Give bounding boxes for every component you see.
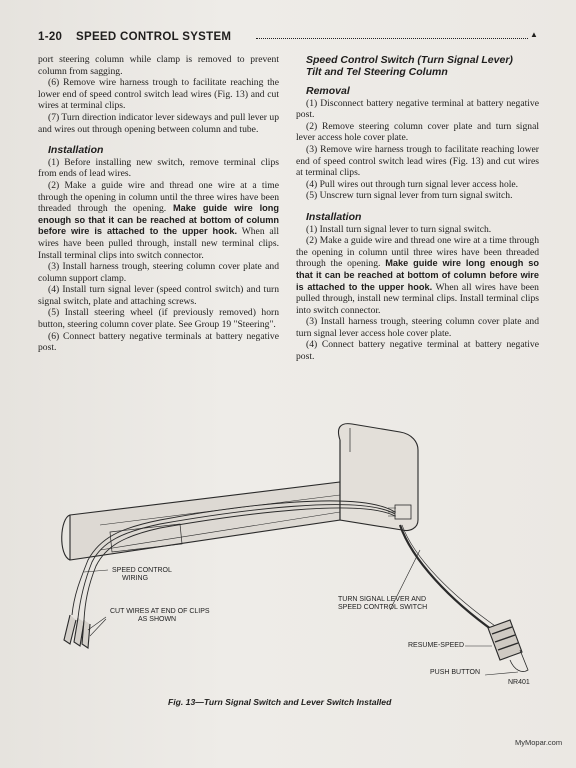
installation-heading: Installation: [48, 144, 104, 157]
paragraph: (4) Pull wires out through turn signal lever access hole.: [306, 178, 519, 190]
paragraph: (5) Unscrew turn signal lever from turn signal switch.: [306, 190, 513, 202]
page-number: 1-20: [38, 31, 63, 43]
paragraph: (6) Connect battery negative terminals at battery negative post.: [38, 330, 279, 354]
label-lever-switch: [338, 596, 427, 612]
turn-signal-lever: [400, 525, 495, 632]
figure-13: [40, 420, 550, 690]
paragraph: (1) Install turn signal lever to turn signal switch.: [306, 223, 492, 235]
paragraph: (2) Remove steering column cover plate and turn signal lever access hole cover plate.: [296, 120, 539, 144]
text-run: When all wires have been pulled through, install new terminal clips. Install terminal clips into switch connector.: [296, 281, 539, 316]
paragraph: (5) Install steering wheel (if previously removed) horn button, steering column cover plate. See Group 19 "Steering".: [38, 307, 279, 331]
paragraph: [296, 235, 539, 316]
column-head: [339, 424, 419, 531]
removal-heading: Removal: [306, 85, 350, 97]
paragraph: (4) Connect battery negative terminal at battery negative post.: [296, 339, 539, 363]
label-speed-control: [112, 567, 172, 583]
terminal-clip: [82, 620, 90, 648]
label-line: WIRING: [122, 575, 149, 582]
text-run: (2) Make a guide wire and thread one wire at a time through the opening in column until the three wires have been threaded through the opening.: [38, 179, 279, 215]
label-line: TURN SIGNAL LEVER AND: [338, 596, 427, 603]
paragraph: (6) Remove wire harness trough to facilitate reaching the lower end of speed control switch lead wires (Fig. 13) and cut wires at terminal clips.: [38, 77, 279, 112]
installation-heading: Installation: [306, 210, 362, 223]
figure-caption: Fig. 13—Turn Signal Switch and Lever Switch Installed: [168, 697, 392, 707]
section-title: SPEED CONTROL SYSTEM: [76, 31, 232, 43]
text-run: (2) Make a guide wire and thread one wire at a time through the opening in column until three wires have been threaded through the opening.: [296, 235, 539, 270]
label-line: CUT WIRES AT END OF CLIPS: [110, 608, 210, 615]
text-run: When all wires have been pulled through, install new terminal clips. Install terminal clips into switch connector.: [38, 226, 279, 261]
label-cut-wires: [110, 608, 210, 624]
page-header: [38, 30, 538, 46]
paragraph: (3) Remove wire harness trough to facilitate reaching lower end of speed control switch lead wires (Fig. 13) and cut wires at terminal clips.: [296, 143, 539, 179]
paragraph: (1) Disconnect battery negative terminal at battery negative post.: [296, 97, 539, 121]
label-push-button: PUSH BUTTON: [430, 669, 481, 676]
paragraph: port steering column while clamp is removed to prevent column from sagging.: [38, 54, 279, 77]
label-line: AS SHOWN: [138, 616, 177, 623]
watermark: MyMopar.com: [515, 738, 563, 747]
lever-knob: [488, 620, 522, 660]
paragraph: (7) Turn direction indicator lever sideways and pull lever up and wires out through opening between column and tube.: [38, 111, 279, 135]
bold-note: Make guide wire long enough so that it can be reached at bottom of column before wire is attached to the upper hook.: [38, 203, 280, 237]
figure-ref-code: NR401: [508, 679, 530, 686]
header-triangle-icon: ▲: [530, 30, 539, 39]
paragraph: (4) Install turn signal lever (speed control switch) and turn signal switch, plate and attaching screws.: [38, 284, 279, 307]
paragraph: (1) Before installing new switch, remove terminal clips from ends of lead wires.: [38, 156, 279, 180]
header-rule: [256, 38, 528, 39]
label-line: SPEED CONTROL: [112, 567, 172, 574]
steering-column-illustration: [40, 420, 550, 690]
paragraph: [38, 180, 279, 261]
right-column: [296, 54, 539, 363]
section-title-line-1: Speed Control Switch (Turn Signal Lever): [306, 54, 513, 66]
paragraph: (3) Install harness trough, steering column cover plate and column support clamp.: [38, 261, 279, 284]
section-title-line-2: Tilt and Tel Steering Column: [306, 66, 448, 78]
label-resume-speed: RESUME-SPEED: [408, 642, 465, 649]
paragraph: (3) Install harness trough, steering column cover plate and turn signal lever access hole cover plate.: [296, 316, 539, 339]
bold-note: Make guide wire long enough so that it can be reached at bottom of column before wire is attached to the upper hook.: [296, 258, 539, 292]
label-line: SPEED CONTROL SWITCH: [338, 604, 428, 611]
left-column: [38, 54, 279, 354]
